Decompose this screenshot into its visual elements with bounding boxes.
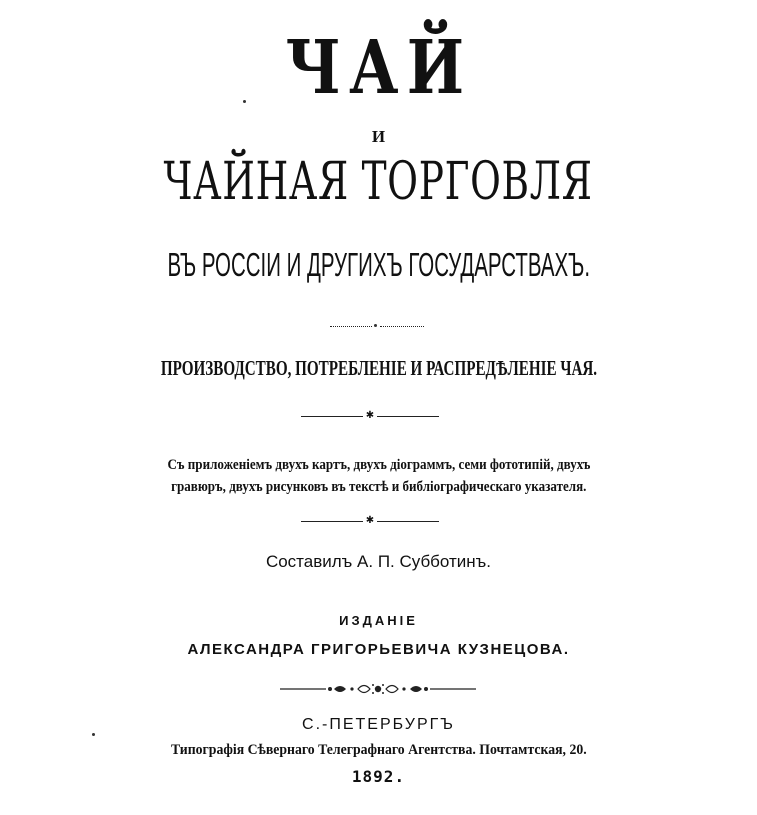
printer-info-text: Типографія Сѣвернаго Телеграфнаго Агентства. Почтамтская, 20. <box>170 742 587 758</box>
divider-3-right <box>377 521 439 522</box>
edition-label: ИЗДАНІЕ <box>339 613 418 628</box>
scan-speck <box>92 733 95 736</box>
divider-2-right <box>377 416 439 417</box>
scan-speck <box>243 100 246 103</box>
divider-3-star-icon: ✱ <box>365 515 375 526</box>
book-subtitle-text: ЧАЙНАЯ ТОРГОВЛЯ <box>163 152 594 212</box>
book-publisher: АЛЕКСАНДРА ГРИГОРЬЕВИЧА КУЗНЕЦОВА. <box>187 641 570 658</box>
publication-city: С.-ПЕТЕРБУРГЪ <box>302 716 455 733</box>
book-subtitle <box>0 150 757 214</box>
divider-1-right <box>380 326 424 327</box>
book-region <box>0 244 757 286</box>
book-title-text: ЧАЙ <box>285 25 472 111</box>
title-conjunction: И <box>371 127 386 146</box>
book-topic <box>0 355 757 381</box>
book-title <box>0 25 757 111</box>
divider-1-center <box>374 324 377 327</box>
divider-3-left <box>301 521 363 522</box>
book-topic-text: ПРОИЗВОДСТВО, ПОТРЕБЛЕНІЕ И РАСПРЕДѢЛЕНІЕ ЧАЯ. <box>160 356 597 380</box>
ornament-divider-icon <box>278 682 478 696</box>
book-author: Составилъ А. П. Субботинъ. <box>265 552 492 571</box>
description-line-2 <box>0 477 757 497</box>
publication-year: 1892. <box>351 767 406 786</box>
description-line-2-text: гравюръ, двухъ рисунковъ въ текстѣ и библіографическаго указателя. <box>170 479 587 495</box>
book-region-text: ВЪ РОССІИ И ДРУГИХЪ ГОСУДАРСТВАХЪ. <box>167 246 590 283</box>
printer-info <box>0 740 757 760</box>
divider-2-left <box>301 416 363 417</box>
divider-2-star-icon: ✱ <box>365 410 375 421</box>
description-line-1 <box>0 455 757 475</box>
description-line-1-text: Съ приложеніемъ двухъ картъ, двухъ діограммъ, семи фототипій, двухъ <box>167 457 590 473</box>
divider-1-left <box>330 326 372 327</box>
